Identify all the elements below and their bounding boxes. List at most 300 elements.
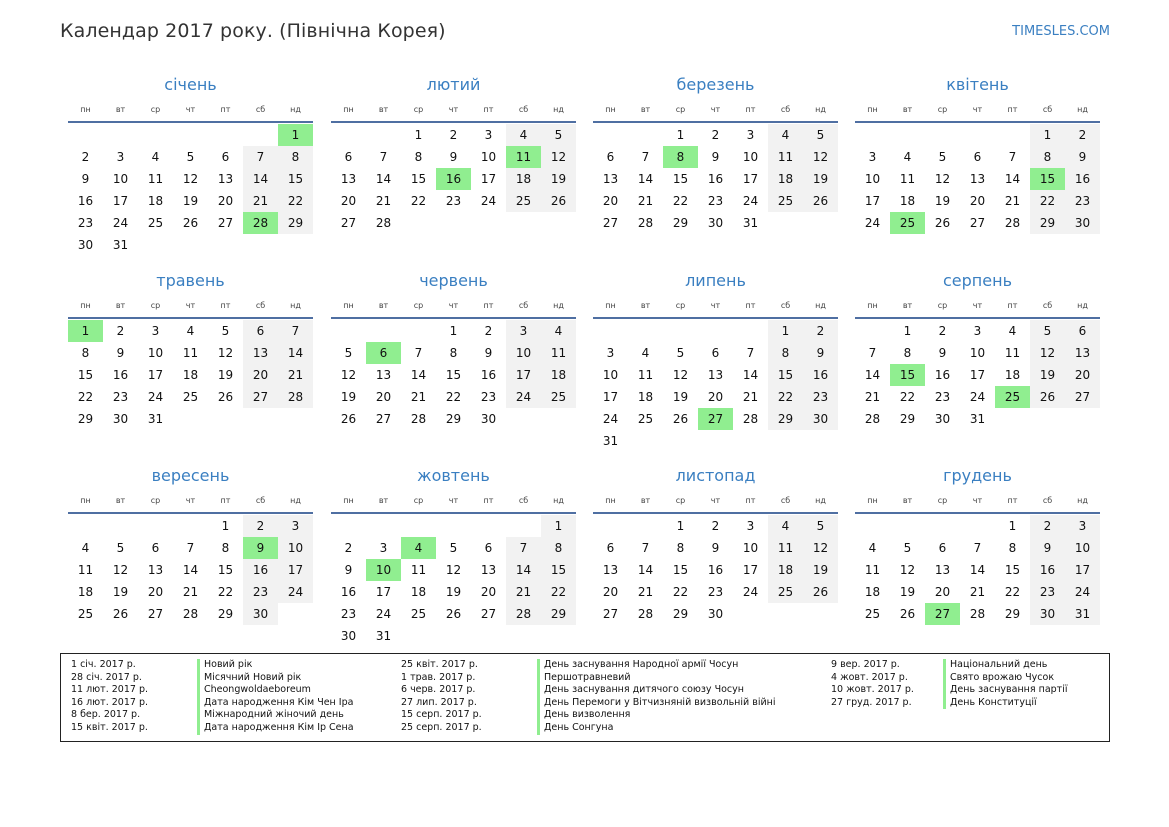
holiday-day-cell: 6 — [366, 342, 401, 364]
day-cell: 13 — [1065, 342, 1100, 364]
day-cell: 21 — [637, 585, 654, 599]
day-cell: 1 — [414, 128, 423, 142]
day-cell: 11 — [77, 563, 94, 577]
weekday-label: пн — [867, 301, 878, 310]
day-cell: 14 — [278, 342, 313, 364]
day-cell: 12 — [803, 146, 838, 168]
day-cell: 19 — [182, 194, 199, 208]
weekday-label: чт — [710, 496, 721, 505]
empty-cell — [855, 515, 890, 537]
weekday-label: пт — [1007, 496, 1018, 505]
day-cell: 11 — [864, 563, 881, 577]
weekday-label: нд — [553, 496, 564, 505]
weekday-label: пн — [605, 105, 616, 114]
empty-cell — [890, 124, 925, 146]
day-cell: 5 — [221, 324, 230, 338]
day-cell: 13 — [602, 563, 619, 577]
empty-cell — [103, 515, 138, 537]
weekday-header — [593, 296, 838, 315]
day-cell: 9 — [344, 563, 353, 577]
day-cell: 8 — [1008, 541, 1017, 555]
day-cell: 4 — [186, 324, 195, 338]
weekday-label: ср — [413, 496, 424, 505]
weekday-label: вт — [378, 105, 389, 114]
day-cell: 22 — [278, 190, 313, 212]
weekday-label: нд — [290, 301, 301, 310]
day-cell: 21 — [742, 390, 759, 404]
holiday-legend — [60, 653, 1110, 742]
holiday-day-cell: 8 — [663, 146, 698, 168]
day-cell: 16 — [707, 563, 724, 577]
day-cell: 30 — [803, 408, 838, 430]
day-cell: 1 — [221, 519, 230, 533]
day-cell: 26 — [182, 216, 199, 230]
day-cell: 26 — [445, 607, 462, 621]
day-cell: 17 — [480, 172, 497, 186]
holiday-day-cell: 11 — [506, 146, 541, 168]
day-cell: 4 — [1008, 324, 1017, 338]
weekday-label: чт — [710, 301, 721, 310]
day-cell: 4 — [541, 320, 576, 342]
weekday-label: ср — [937, 496, 948, 505]
day-cell: 24 — [147, 390, 164, 404]
empty-cell — [593, 515, 628, 537]
day-cell: 17 — [602, 390, 619, 404]
day-cell: 9 — [81, 172, 90, 186]
day-cell: 29 — [672, 607, 689, 621]
weekday-label: чт — [972, 105, 983, 114]
weekday-label: пн — [343, 301, 354, 310]
day-cell: 2 — [449, 128, 458, 142]
day-cell: 1 — [449, 324, 458, 338]
day-cell: 29 — [278, 212, 313, 234]
day-cell: 28 — [1004, 216, 1021, 230]
day-cell: 18 — [410, 585, 427, 599]
day-cell: 7 — [641, 150, 650, 164]
legend-names-1 — [197, 659, 354, 735]
day-cell: 29 — [1030, 212, 1065, 234]
weekday-label: сб — [1042, 301, 1053, 310]
empty-cell — [890, 515, 925, 537]
day-cell: 21 — [1004, 194, 1021, 208]
weekday-label: чт — [448, 496, 459, 505]
legend-entry: 25 квіт. 2017 р. — [401, 659, 478, 670]
legend-entry: 27 груд. 2017 р. — [831, 696, 912, 708]
day-cell: 15 — [77, 368, 94, 382]
day-cell: 7 — [1008, 150, 1017, 164]
day-cell: 6 — [1065, 320, 1100, 342]
legend-names-2 — [537, 659, 775, 735]
header-rule — [331, 512, 576, 514]
site-link[interactable]: TIMESLES.COM — [1012, 24, 1110, 39]
day-cell: 30 — [1065, 212, 1100, 234]
day-cell: 14 — [742, 368, 759, 382]
empty-cell — [173, 124, 208, 146]
day-cell: 27 — [243, 386, 278, 408]
day-cell: 31 — [112, 238, 129, 252]
day-cell: 20 — [1065, 364, 1100, 386]
day-cell: 6 — [221, 150, 230, 164]
empty-cell — [436, 515, 471, 537]
day-cell: 14 — [410, 368, 427, 382]
day-cell: 3 — [506, 320, 541, 342]
day-cell: 3 — [868, 150, 877, 164]
day-cell: 31 — [1065, 603, 1100, 625]
day-cell: 18 — [864, 585, 881, 599]
weekday-label: пт — [1007, 105, 1018, 114]
day-cell: 4 — [81, 541, 90, 555]
weekday-label: сб — [518, 301, 529, 310]
day-cell: 17 — [506, 364, 541, 386]
weekday-label: ср — [675, 496, 686, 505]
day-grid — [855, 515, 1100, 625]
empty-cell — [173, 515, 208, 537]
weekday-label: нд — [815, 105, 826, 114]
empty-cell — [663, 320, 698, 342]
month-block — [593, 269, 838, 452]
day-cell: 23 — [1030, 581, 1065, 603]
weekday-label: нд — [1077, 301, 1088, 310]
day-cell: 12 — [934, 172, 951, 186]
empty-cell — [331, 320, 366, 342]
day-cell: 26 — [340, 412, 357, 426]
day-cell: 25 — [506, 190, 541, 212]
day-cell: 4 — [506, 124, 541, 146]
day-cell: 29 — [672, 216, 689, 230]
day-cell: 22 — [217, 585, 234, 599]
day-cell: 25 — [768, 190, 803, 212]
day-cell: 9 — [116, 346, 125, 360]
weekday-label: нд — [553, 301, 564, 310]
empty-cell — [733, 320, 768, 342]
day-cell: 15 — [672, 563, 689, 577]
weekday-label: ср — [675, 301, 686, 310]
day-cell: 18 — [541, 364, 576, 386]
day-cell: 1 — [1008, 519, 1017, 533]
day-cell: 1 — [676, 519, 685, 533]
day-cell: 30 — [707, 607, 724, 621]
legend-entry: День Конституції — [943, 697, 1067, 710]
day-cell: 28 — [637, 216, 654, 230]
month-block — [593, 73, 838, 234]
day-cell: 31 — [375, 629, 392, 643]
weekday-header — [68, 100, 313, 119]
day-cell: 1 — [541, 515, 576, 537]
day-cell: 27 — [217, 216, 234, 230]
day-cell: 2 — [243, 515, 278, 537]
holiday-day-cell: 27 — [925, 603, 960, 625]
day-cell: 11 — [899, 172, 916, 186]
day-cell: 13 — [375, 368, 392, 382]
legend-entry: 11 лют. 2017 р. — [71, 684, 148, 696]
weekday-label: ср — [413, 301, 424, 310]
day-grid — [593, 320, 838, 452]
day-cell: 29 — [77, 412, 94, 426]
day-cell: 20 — [217, 194, 234, 208]
day-cell: 12 — [217, 346, 234, 360]
day-cell: 29 — [768, 408, 803, 430]
day-cell: 9 — [484, 346, 493, 360]
weekday-label: ср — [150, 496, 161, 505]
header-rule — [331, 317, 576, 319]
header-rule — [855, 512, 1100, 514]
day-cell: 24 — [506, 386, 541, 408]
day-cell: 5 — [903, 541, 912, 555]
day-cell: 31 — [602, 434, 619, 448]
day-cell: 5 — [541, 124, 576, 146]
day-cell: 31 — [969, 412, 986, 426]
day-cell: 15 — [410, 172, 427, 186]
day-cell: 27 — [602, 607, 619, 621]
day-cell: 24 — [742, 585, 759, 599]
day-cell: 8 — [414, 150, 423, 164]
day-cell: 17 — [1065, 559, 1100, 581]
weekday-label: вт — [640, 105, 651, 114]
day-cell: 8 — [676, 541, 685, 555]
day-cell: 23 — [707, 194, 724, 208]
day-cell: 28 — [742, 412, 759, 426]
empty-cell — [593, 320, 628, 342]
month-block — [855, 269, 1100, 430]
weekday-label: чт — [972, 496, 983, 505]
day-cell: 6 — [711, 346, 720, 360]
day-cell: 17 — [864, 194, 881, 208]
weekday-header — [855, 296, 1100, 315]
day-cell: 27 — [602, 216, 619, 230]
header-rule — [331, 121, 576, 123]
empty-cell — [471, 515, 506, 537]
day-cell: 13 — [147, 563, 164, 577]
day-cell: 24 — [1065, 581, 1100, 603]
day-cell: 25 — [147, 216, 164, 230]
empty-cell — [366, 515, 401, 537]
header-rule — [593, 121, 838, 123]
holiday-day-cell: 25 — [890, 212, 925, 234]
day-cell: 3 — [746, 519, 755, 533]
weekday-header — [593, 491, 838, 510]
day-cell: 22 — [672, 585, 689, 599]
day-cell: 7 — [641, 541, 650, 555]
day-cell: 3 — [484, 128, 493, 142]
day-cell: 5 — [344, 346, 353, 360]
header-rule — [593, 512, 838, 514]
day-cell: 14 — [375, 172, 392, 186]
day-cell: 16 — [1065, 168, 1100, 190]
empty-cell — [960, 124, 995, 146]
day-cell: 16 — [934, 368, 951, 382]
month-name: лютий — [426, 75, 481, 94]
day-cell: 22 — [445, 390, 462, 404]
legend-entry: 16 лют. 2017 р. — [71, 696, 148, 708]
header-rule — [855, 317, 1100, 319]
day-cell: 6 — [151, 541, 160, 555]
legend-entry: Міжнародний жіночий день — [197, 709, 354, 722]
weekday-label: вт — [115, 496, 126, 505]
day-cell: 3 — [151, 324, 160, 338]
day-grid — [855, 124, 1100, 234]
day-cell: 17 — [969, 368, 986, 382]
day-cell: 18 — [768, 559, 803, 581]
legend-dates-3 — [831, 659, 914, 709]
empty-cell — [208, 124, 243, 146]
month-name: грудень — [943, 466, 1012, 485]
weekday-header — [68, 491, 313, 510]
day-cell: 23 — [934, 390, 951, 404]
empty-cell — [925, 124, 960, 146]
day-cell: 9 — [1065, 146, 1100, 168]
month-name: червень — [419, 271, 488, 290]
day-cell: 24 — [278, 581, 313, 603]
day-cell: 19 — [112, 585, 129, 599]
day-cell: 18 — [899, 194, 916, 208]
empty-cell — [628, 320, 663, 342]
day-cell: 10 — [602, 368, 619, 382]
month-name: вересень — [151, 466, 230, 485]
day-cell: 24 — [864, 216, 881, 230]
legend-entry: Дата народження Кім Чен Іра — [197, 697, 354, 710]
day-cell: 14 — [637, 172, 654, 186]
empty-cell — [401, 320, 436, 342]
legend-entry: 6 черв. 2017 р. — [401, 684, 476, 696]
weekday-label: пн — [605, 301, 616, 310]
day-cell: 23 — [445, 194, 462, 208]
day-cell: 23 — [1065, 190, 1100, 212]
day-cell: 25 — [637, 412, 654, 426]
day-cell: 6 — [606, 150, 615, 164]
day-cell: 7 — [746, 346, 755, 360]
day-cell: 4 — [641, 346, 650, 360]
month-block — [68, 464, 313, 625]
day-cell: 6 — [484, 541, 493, 555]
day-cell: 13 — [602, 172, 619, 186]
day-cell: 2 — [344, 541, 353, 555]
legend-entry: День заснування Народної армії Чосун — [537, 659, 775, 672]
weekday-label: пт — [483, 301, 494, 310]
day-cell: 24 — [112, 216, 129, 230]
day-cell: 20 — [707, 390, 724, 404]
month-block — [331, 73, 576, 234]
day-cell: 15 — [768, 364, 803, 386]
day-cell: 21 — [243, 190, 278, 212]
holiday-day-cell: 1 — [278, 124, 313, 146]
day-cell: 17 — [147, 368, 164, 382]
day-cell: 9 — [1030, 537, 1065, 559]
day-cell: 10 — [969, 346, 986, 360]
day-cell: 12 — [672, 368, 689, 382]
day-cell: 10 — [480, 150, 497, 164]
day-cell: 20 — [602, 585, 619, 599]
day-cell: 10 — [864, 172, 881, 186]
day-cell: 18 — [768, 168, 803, 190]
day-cell: 10 — [112, 172, 129, 186]
day-cell: 30 — [707, 216, 724, 230]
day-cell: 16 — [480, 368, 497, 382]
day-cell: 18 — [637, 390, 654, 404]
day-cell: 15 — [541, 559, 576, 581]
day-cell: 4 — [768, 124, 803, 146]
day-cell: 12 — [1030, 342, 1065, 364]
day-cell: 1 — [676, 128, 685, 142]
legend-entry: 15 квіт. 2017 р. — [71, 721, 148, 733]
holiday-day-cell: 10 — [366, 559, 401, 581]
day-cell: 20 — [243, 364, 278, 386]
day-cell: 13 — [243, 342, 278, 364]
weekday-label: ср — [937, 105, 948, 114]
weekday-label: чт — [185, 301, 196, 310]
legend-names-3 — [943, 659, 1067, 709]
weekday-label: вт — [902, 301, 913, 310]
day-cell: 8 — [449, 346, 458, 360]
day-grid — [331, 515, 576, 647]
day-cell: 12 — [445, 563, 462, 577]
day-cell: 24 — [375, 607, 392, 621]
day-cell: 3 — [973, 324, 982, 338]
empty-cell — [925, 515, 960, 537]
day-cell: 11 — [182, 346, 199, 360]
day-cell: 14 — [1004, 172, 1021, 186]
empty-cell — [628, 124, 663, 146]
empty-cell — [366, 320, 401, 342]
empty-cell — [698, 320, 733, 342]
page-title: Календар 2017 року. (Північна Корея) — [60, 20, 446, 42]
day-cell: 2 — [81, 150, 90, 164]
day-cell: 29 — [1004, 607, 1021, 621]
legend-entry: 8 бер. 2017 р. — [71, 709, 141, 721]
day-cell: 18 — [182, 368, 199, 382]
day-cell: 20 — [480, 585, 497, 599]
day-cell: 15 — [278, 168, 313, 190]
day-cell: 27 — [375, 412, 392, 426]
weekday-label: пн — [867, 105, 878, 114]
day-cell: 11 — [410, 563, 427, 577]
day-cell: 23 — [77, 216, 94, 230]
day-cell: 19 — [445, 585, 462, 599]
day-cell: 11 — [768, 146, 803, 168]
day-cell: 23 — [707, 585, 724, 599]
day-cell: 3 — [606, 346, 615, 360]
day-cell: 30 — [77, 238, 94, 252]
empty-cell — [138, 515, 173, 537]
weekday-label: чт — [185, 105, 196, 114]
day-grid — [331, 320, 576, 430]
day-cell: 30 — [934, 412, 951, 426]
day-cell: 11 — [541, 342, 576, 364]
day-cell: 11 — [768, 537, 803, 559]
day-cell: 7 — [278, 320, 313, 342]
day-cell: 1 — [903, 324, 912, 338]
day-cell: 4 — [868, 541, 877, 555]
day-cell: 25 — [410, 607, 427, 621]
holiday-day-cell: 15 — [890, 364, 925, 386]
weekday-label: чт — [448, 301, 459, 310]
weekday-label: нд — [290, 105, 301, 114]
day-cell: 4 — [151, 150, 160, 164]
weekday-header — [593, 100, 838, 119]
day-cell: 14 — [506, 559, 541, 581]
day-cell: 10 — [742, 541, 759, 555]
day-cell: 23 — [112, 390, 129, 404]
weekday-label: пн — [80, 105, 91, 114]
header-rule — [68, 512, 313, 514]
day-grid — [593, 124, 838, 234]
weekday-label: сб — [255, 105, 266, 114]
day-cell: 20 — [602, 194, 619, 208]
day-cell: 26 — [803, 581, 838, 603]
day-cell: 24 — [969, 390, 986, 404]
day-cell: 21 — [969, 585, 986, 599]
weekday-label: пн — [343, 105, 354, 114]
day-cell: 7 — [868, 346, 877, 360]
